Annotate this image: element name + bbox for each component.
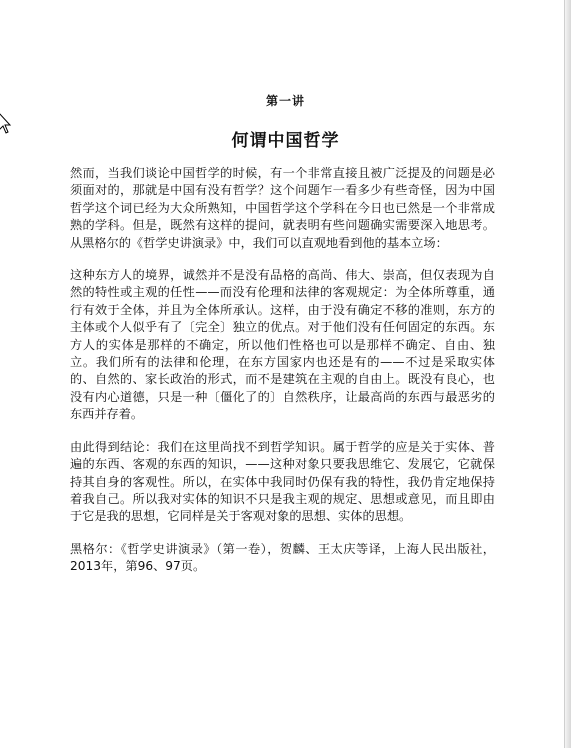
lecture-label: 第一讲 xyxy=(265,94,305,108)
document-body xyxy=(70,165,495,591)
paragraph-quote-2: 由此得到结论：我们在这里尚找不到哲学知识。属于哲学的应是关于实体、普遍的东西、客观的东西的知识，——这种对象只要我思维它、发展它，它就保持其自身的客观性。所以，在实体中我同时仍保有我的特性，我仍肯定地保持着我自己。所以我对实体的知识不只是我主观的规定、思想或意见，而且即由于它是我的思想，它同样是关于客观对象的思想、实体的思想。 xyxy=(70,439,495,524)
paragraph-intro: 然而，当我们谈论中国哲学的时候，有一个非常直接且被广泛提及的问题是必须面对的，那就是中国有没有哲学？这个问题乍一看多少有些奇怪，因为中国哲学这个词已经为大众所熟知，中国哲学这个学科在今日也已然是一个非常成熟的学科。但是，既然有这样的提问，就表明有些问题确实需要深入地思考。从黑格尔的《哲学史讲演录》中，我们可以直观地看到他的基本立场： xyxy=(70,166,495,250)
paragraph-citation: 黑格尔：《哲学史讲演录》（第一卷），贺麟、王太庆等译，上海人民出版社，2013年，第96、97页。 xyxy=(70,541,495,574)
paragraph-quote-1: 这种东方人的境界，诚然并不是没有品格的高尚、伟大、崇高，但仅表现为自然的特性或主观的任性——而没有伦理和法律的客观规定：为全体所尊重，通行有效于全体，并且为全体所承认。这样，由于没有确定不移的准则，东方的主体或个人似乎有了〔完全〕独立的优点。对于他们没有任何固定的东西。东方人的实体是那样的不确定，所以他们性格也可以是那样不确定、自由、独立。我们所有的法律和伦理，在东方国家内也还是有的——不过是采取实体的、自然的、家长政治的形式，而不是建筑在主观的自由上。既没有良心，也没有内心道德，只是一种〔僵化了的〕自然秩序，让最高尚的东西与最恶劣的东西并存着。 xyxy=(70,268,495,422)
page-title: 何谓中国哲学 xyxy=(231,131,340,151)
scrollbar-edge xyxy=(565,0,571,748)
